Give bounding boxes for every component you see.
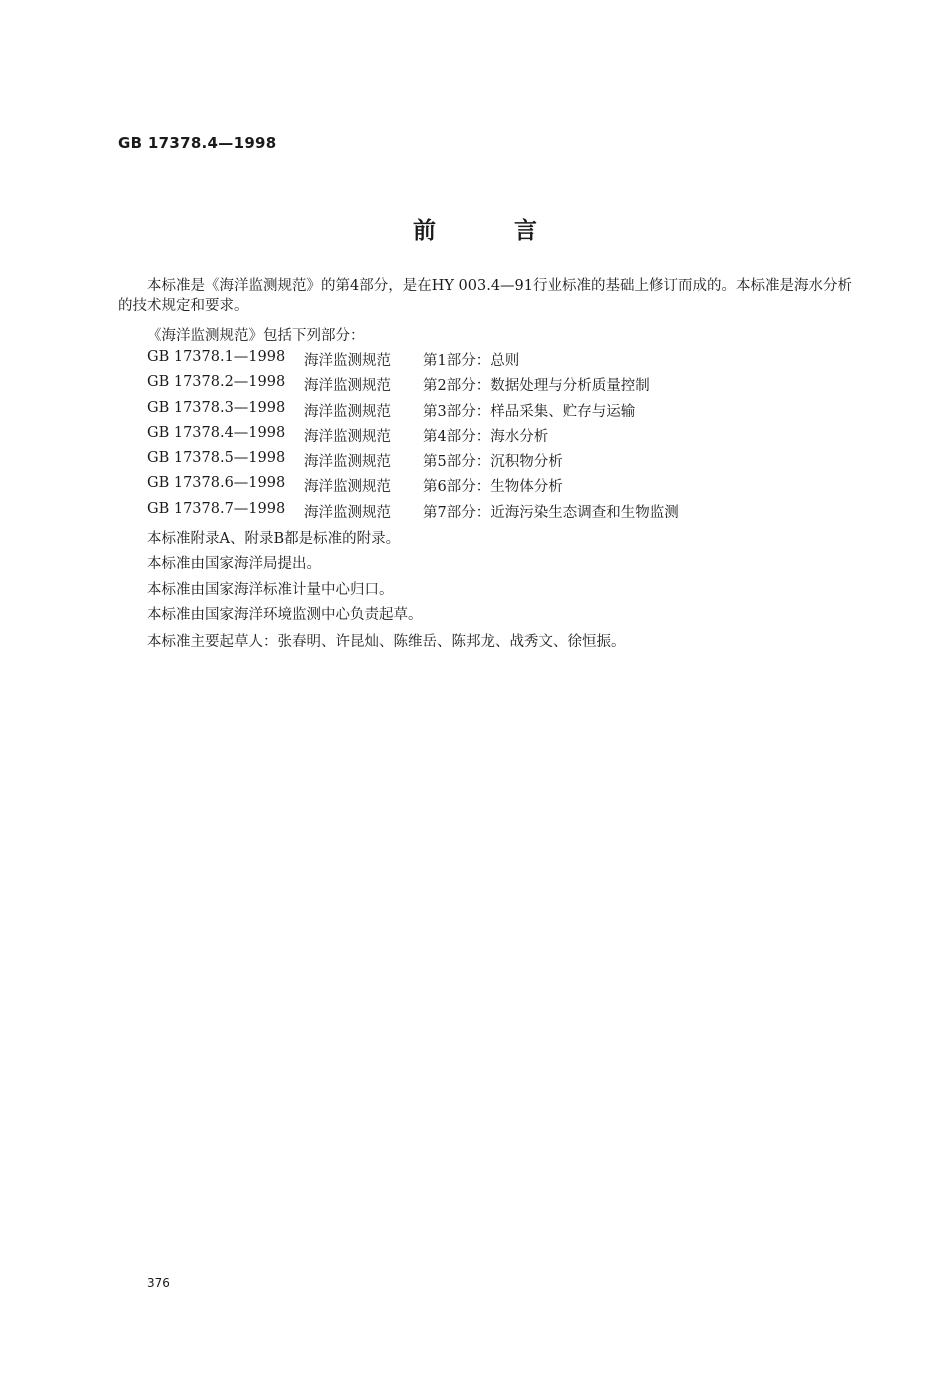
part-title: 第1部分：总则	[423, 353, 520, 369]
part-code: GB 17378.4—1998	[147, 424, 286, 441]
statement-authors: 本标准主要起草人：张春明、许昆灿、陈维岳、陈邦龙、战秀文、徐恒振。	[147, 634, 626, 650]
part-code: GB 17378.6—1998	[147, 475, 286, 492]
part-title: 第4部分：海水分析	[423, 428, 549, 445]
part-series: 海洋监测规范	[304, 378, 391, 395]
part-code: GB 17378.2—1998	[147, 374, 286, 391]
part-code: GB 17378.3—1998	[147, 399, 286, 416]
statement-proposer: 本标准由国家海洋局提出。	[147, 556, 321, 572]
page-title: 前言	[413, 218, 615, 244]
document-number: GB 17378.4—1998	[118, 134, 277, 152]
part-title: 第5部分：沉积物分析	[423, 454, 563, 471]
part-title: 第6部分：生物体分析	[423, 479, 563, 496]
page-number: 376	[147, 1276, 170, 1290]
part-series: 海洋监测规范	[304, 454, 391, 471]
part-code: GB 17378.5—1998	[147, 450, 286, 467]
statement-centralized: 本标准由国家海洋标准计量中心归口。	[147, 582, 394, 598]
part-title: 第3部分：样品采集、贮存与运输	[423, 403, 636, 420]
part-code: GB 17378.7—1998	[147, 500, 286, 517]
part-title: 第7部分：近海污染生态调查和生物监测	[423, 504, 679, 521]
part-series: 海洋监测规范	[304, 428, 391, 445]
part-series: 海洋监测规范	[304, 353, 391, 369]
part-code: GB 17378.1—1998	[147, 349, 286, 365]
part-series: 海洋监测规范	[304, 479, 391, 496]
statement-drafter: 本标准由国家海洋环境监测中心负责起草。	[147, 607, 423, 623]
statement-appendix: 本标准附录A、附录B都是标准的附录。	[147, 531, 401, 547]
part-series: 海洋监测规范	[304, 403, 391, 420]
part-title: 第2部分：数据处理与分析质量控制	[423, 378, 650, 395]
part-series: 海洋监测规范	[304, 504, 391, 521]
intro-paragraph: 本标准是《海洋监测规范》的第4部分，是在HY 003.4—91行业标准的基础上修订而成的。本标准是海水分析的技术规定和要求。	[118, 278, 853, 314]
parts-intro: 《海洋监测规范》包括下列部分：	[147, 328, 365, 344]
